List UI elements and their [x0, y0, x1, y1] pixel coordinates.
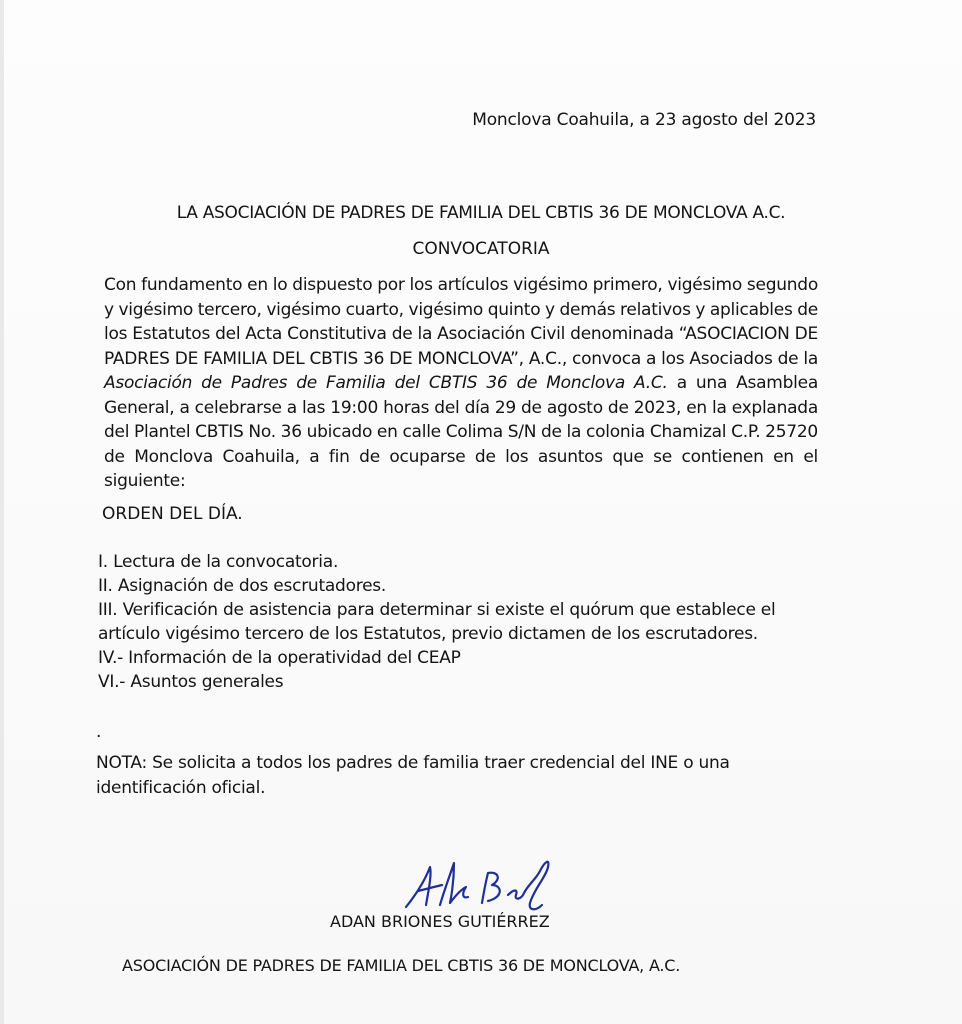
agenda-item: I. Lectura de la convocatoria. [98, 552, 339, 572]
agenda-item: II. Asignación de dos escrutadores. [98, 576, 387, 596]
paragraph-text-part-2: a una Asamblea General, a celebrarse a las 19:00 horas del día 29 de agosto de 2023, en la explanada del Plantel CBTIS No. 36 ubicado en calle Colima S/N de la colonia Chamizal C.P. 25720 de Monclova Coahuila, a fin de ocuparse de los asuntos que se contienen en el siguiente: [104, 373, 818, 491]
agenda-item: IV.- Información de la operatividad del CEAP [98, 648, 461, 668]
signer-name: ADAN BRIONES GUTIÉRREZ [330, 912, 550, 931]
date-line: Monclova Coahuila, a 23 agosto del 2023 [472, 110, 816, 130]
stray-mark: . [96, 722, 102, 742]
page-edge [0, 0, 4, 1024]
organization-heading: LA ASOCIACIÓN DE PADRES DE FAMILIA DEL CBTIS 36 DE MONCLOVA A.C. [176, 203, 786, 223]
agenda-item: III. Verificación de asistencia para determinar si existe el quórum que establece el artículo vigésimo tercero de los Estatutos, previo dictamen de los escrutadores. [98, 600, 776, 644]
paragraph-text-part-1: Con fundamento en lo dispuesto por los artículos vigésimo primero, vigésimo segundo y vigésimo tercero, vigésimo cuarto, vigésimo quinto y demás relativos y aplicables de los Estatutos del Acta Constitutiva de la Asociación Civil denominada “ASOCIACION DE PADRES DE FAMILIA DEL CBTIS 36 DE MONCLOVA”, A.C., convoca a los Asociados de la [104, 275, 818, 369]
note: NOTA: Se solicita a todos los padres de familia traer credencial del INE o una identificación oficial. [96, 753, 730, 798]
association-name-italic: Asociación de Padres de Familia del CBTIS 36 de Monclova A.C. [104, 373, 668, 393]
signer-organization: ASOCIACIÓN DE PADRES DE FAMILIA DEL CBTIS 36 DE MONCLOVA, A.C. [122, 956, 681, 975]
document-title: CONVOCATORIA [412, 239, 550, 259]
convocation-paragraph [104, 273, 818, 494]
agenda-item: VI.- Asuntos generales [98, 672, 284, 692]
agenda-heading: ORDEN DEL DÍA. [102, 504, 243, 524]
agenda-list [98, 550, 818, 694]
